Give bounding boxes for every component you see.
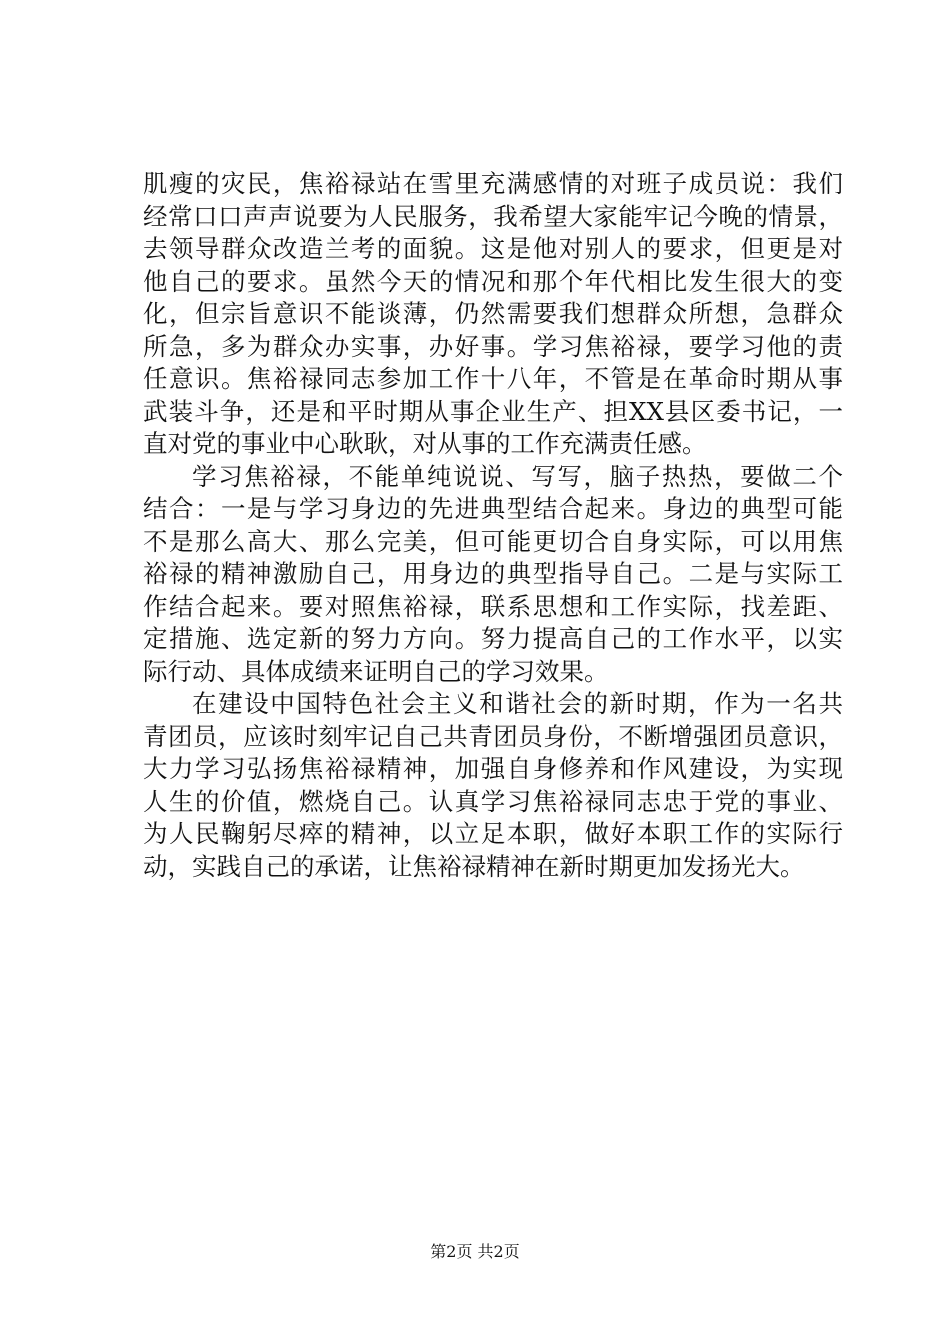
text-line: 不是那么高大、那么完美，但可能更切合自身实际，可以用焦 xyxy=(143,526,843,556)
text-line: 他自己的要求。虽然今天的情况和那个年代相比发生很大的变 xyxy=(143,266,843,296)
text-line: 学习焦裕禄，不能单纯说说、写写，脑子热热，要做二个 xyxy=(192,461,843,491)
paragraph-2 xyxy=(143,461,843,689)
text-line: 在建设中国特色社会主义和谐社会的新时期，作为一名共 xyxy=(192,689,843,718)
document-body xyxy=(143,168,843,883)
text-line: 动，实践自己的承诺，让焦裕禄精神在新时期更加发扬光大。 xyxy=(143,851,805,881)
page-number-footer: 第2页 共2页 xyxy=(430,1242,520,1261)
text-line: 肌瘦的灾民，焦裕禄站在雪里充满感情的对班子成员说：我们 xyxy=(143,169,843,198)
text-line: 人生的价值，燃烧自己。认真学习焦裕禄同志忠于党的事业、 xyxy=(143,786,843,816)
text-line: 际行动、具体成绩来证明自己的学习效果。 xyxy=(143,656,609,686)
text-line: 去领导群众改造兰考的面貌。这是他对别人的要求，但更是对 xyxy=(143,234,843,263)
text-line: 为人民鞠躬尽瘁的精神，以立足本职，做好本职工作的实际行 xyxy=(143,819,843,848)
text-line: 裕禄的精神激励自己，用身边的典型指导自己。二是与实际工 xyxy=(143,559,843,588)
text-line: 化，但宗旨意识不能谈薄，仍然需要我们想群众所想，急群众 xyxy=(143,299,843,328)
paragraph-1 xyxy=(143,168,843,461)
text-line: 结合：一是与学习身边的先进典型结合起来。身边的典型可能 xyxy=(143,494,843,523)
text-line: 作结合起来。要对照焦裕禄，联系思想和工作实际，找差距、 xyxy=(143,591,843,621)
text-line: 任意识。焦裕禄同志参加工作十八年，不管是在革命时期从事 xyxy=(143,364,843,393)
text-line: 直对党的事业中心耿耿，对从事的工作充满责任感。 xyxy=(143,429,707,458)
text-line: 青团员，应该时刻牢记自己共青团员身份，不断增强团员意识， xyxy=(143,721,843,751)
text-line: 经常口口声声说要为人民服务，我希望大家能牢记今晚的情景， xyxy=(143,201,843,231)
paragraph-3 xyxy=(143,688,843,883)
text-line: 定措施、选定新的努力方向。努力提高自己的工作水平，以实 xyxy=(143,624,843,653)
text-line: 大力学习弘扬焦裕禄精神，加强自身修养和作风建设，为实现 xyxy=(143,754,843,783)
text-line: 所急，多为群众办实事，办好事。学习焦裕禄，要学习他的责 xyxy=(143,331,843,361)
text-line: 武装斗争，还是和平时期从事企业生产、担XX县区委书记，一 xyxy=(143,396,843,426)
